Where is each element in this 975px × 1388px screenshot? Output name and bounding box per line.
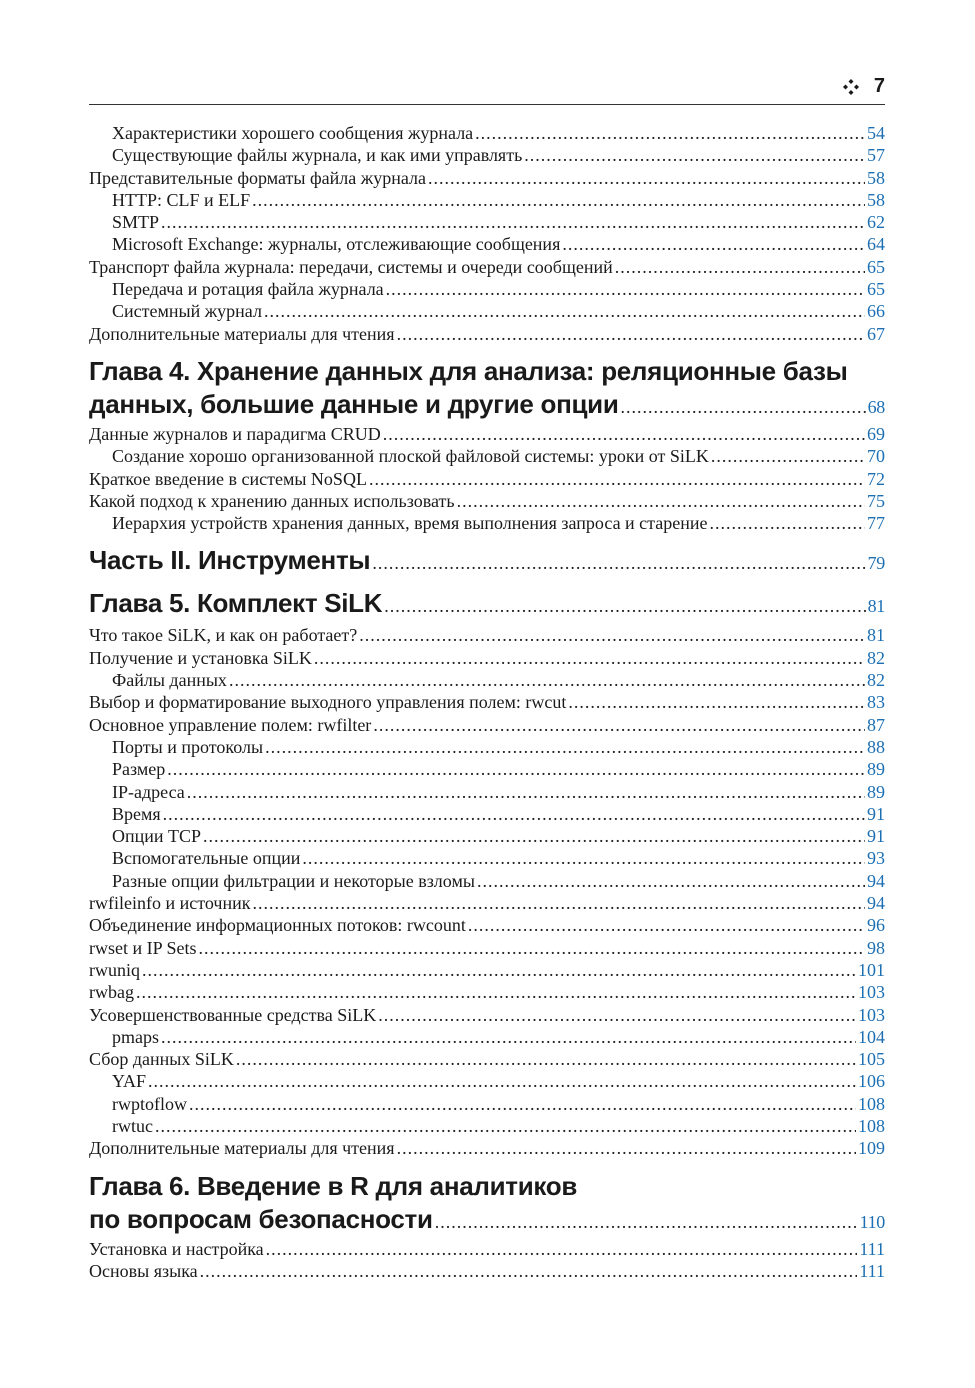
toc-entry[interactable] (89, 122, 885, 144)
toc-entry[interactable] (89, 512, 885, 534)
leader-dots (477, 870, 865, 892)
toc-entry-page[interactable]: 105 (858, 1049, 885, 1070)
toc-entry-page[interactable]: 94 (867, 893, 885, 914)
toc-entry-page[interactable]: 103 (858, 982, 885, 1003)
toc-entry[interactable] (89, 490, 885, 512)
toc-entry-page[interactable]: 69 (867, 423, 885, 444)
toc-entry-page[interactable]: 81 (867, 625, 885, 646)
toc-entry[interactable] (89, 1026, 885, 1048)
toc-entry-page[interactable]: 58 (867, 167, 885, 188)
leader-dots (203, 825, 865, 847)
toc-entry[interactable] (89, 1004, 885, 1026)
toc-entry[interactable] (89, 189, 885, 211)
leader-dots (369, 468, 865, 490)
toc-entry-page[interactable]: 96 (867, 915, 885, 936)
toc-entry-page[interactable]: 70 (867, 446, 885, 467)
leader-dots (189, 1093, 856, 1115)
toc-entry-title: Что такое SiLK, и как он работает? (89, 625, 358, 646)
toc-entry[interactable] (89, 624, 885, 646)
toc-entry[interactable] (89, 233, 885, 255)
toc-entry[interactable] (89, 714, 885, 736)
toc-entry[interactable] (89, 1260, 885, 1282)
toc-entry-title: Объединение информационных потоков: rwcount (89, 915, 466, 936)
toc-entry-title: Создание хорошо организованной плоской файловой системы: уроки от SiLK (112, 446, 709, 467)
leader-dots (136, 981, 856, 1003)
toc-group-chapter5 (89, 624, 885, 1159)
toc-entry[interactable] (89, 1238, 885, 1260)
toc-entry[interactable] (89, 736, 885, 758)
toc-entry-title: pmaps (112, 1026, 159, 1047)
page-header (89, 74, 885, 105)
leader-dots (229, 669, 865, 691)
toc-entry[interactable] (89, 1093, 885, 1115)
toc-entry[interactable] (89, 847, 885, 869)
leader-dots (428, 167, 865, 189)
leader-dots (161, 1026, 856, 1048)
toc-entry-title: Иерархия устройств хранения данных, время выполнения запроса и старение (112, 513, 708, 534)
toc-entry-title: Время (112, 803, 161, 824)
toc-entry-page[interactable]: 91 (867, 826, 885, 847)
leader-dots (710, 512, 866, 534)
toc-entry-page[interactable]: 87 (867, 714, 885, 735)
leader-dots (621, 391, 866, 421)
leader-dots (475, 122, 865, 144)
chapter-4-page[interactable]: 68 (867, 396, 885, 417)
toc-entry[interactable] (89, 937, 885, 959)
toc-entry-page[interactable]: 77 (867, 513, 885, 534)
toc-entry[interactable] (89, 892, 885, 914)
toc-entry[interactable] (89, 1115, 885, 1137)
leader-dots (378, 1004, 856, 1026)
toc-entry-page[interactable]: 67 (867, 323, 885, 344)
toc-entry[interactable] (89, 781, 885, 803)
toc-entry-title: Какой подход к хранению данных использовать (89, 490, 455, 511)
toc-entry-page[interactable]: 94 (867, 870, 885, 891)
toc-entry-page[interactable]: 66 (867, 301, 885, 322)
toc-entry-title: Разные опции фильтрации и некоторые взломы (112, 870, 475, 891)
toc-entry-title: HTTP: CLF и ELF (112, 189, 251, 210)
leader-dots (359, 624, 865, 646)
toc-group-chapter3-tail (89, 122, 885, 345)
toc-entry-page[interactable]: 108 (858, 1093, 885, 1114)
toc-entry-title: rwptoflow (112, 1093, 187, 1114)
chapter-5-heading[interactable] (89, 587, 885, 620)
toc-entry[interactable] (89, 167, 885, 189)
leader-dots (383, 423, 865, 445)
leader-dots (236, 1048, 856, 1070)
toc-entry-page[interactable]: 82 (867, 670, 885, 691)
toc-entry-page[interactable]: 104 (858, 1026, 885, 1047)
toc-entry-title: Получение и установка SiLK (89, 647, 312, 668)
leader-dots (200, 1260, 858, 1282)
toc-entry-page[interactable]: 64 (867, 234, 885, 255)
toc-entry-title: rwfileinfo и источник (89, 893, 251, 914)
leader-dots (252, 189, 865, 211)
toc-entry-page[interactable]: 111 (859, 1260, 885, 1281)
leader-dots (264, 300, 865, 322)
leader-dots (161, 211, 865, 233)
leader-dots (266, 1238, 858, 1260)
toc-entry[interactable] (89, 691, 885, 713)
toc-entry[interactable] (89, 825, 885, 847)
toc-entry[interactable] (89, 256, 885, 278)
toc-entry-page[interactable]: 75 (867, 490, 885, 511)
toc-entry[interactable] (89, 758, 885, 780)
toc-entry-title: Основное управление полем: rwfilter (89, 714, 372, 735)
toc-entry[interactable] (89, 423, 885, 445)
toc-entry-page[interactable]: 62 (867, 212, 885, 233)
leader-dots (372, 547, 865, 577)
leader-dots (397, 1137, 856, 1159)
toc-entry-title: Порты и протоколы (112, 736, 264, 757)
toc-entry-page[interactable]: 93 (867, 848, 885, 869)
toc-entry-page[interactable]: 106 (858, 1071, 885, 1092)
toc-entry[interactable] (89, 300, 885, 322)
leader-dots (711, 445, 865, 467)
toc-group-chapter6 (89, 1238, 885, 1283)
leader-dots (314, 647, 865, 669)
toc-entry[interactable] (89, 647, 885, 669)
chapter-4-title-line1: Глава 4. Хранение данных для анализа: реляционные базы (89, 355, 848, 386)
toc-entry-title: Существующие файлы журнала, и как ими управлять (112, 145, 523, 166)
toc-entry[interactable] (89, 1048, 885, 1070)
toc-entry-page[interactable]: 89 (867, 759, 885, 780)
toc-entry-page[interactable]: 103 (858, 1004, 885, 1025)
chapter-6-page[interactable]: 110 (859, 1211, 885, 1232)
toc-entry-title: Характеристики хорошего сообщения журнала (112, 123, 474, 143)
toc-entry-title: rwuniq (89, 959, 140, 980)
chapter-4-title-line2: данных, большие данные и другие опции (89, 388, 619, 419)
toc-entry-title: Представительные форматы файла журнала (89, 167, 426, 188)
toc-entry[interactable] (89, 211, 885, 233)
leader-dots (397, 323, 865, 345)
toc-entry-title: Дополнительные материалы для чтения (89, 1138, 395, 1159)
toc-entry[interactable] (89, 870, 885, 892)
page-number: 7 (873, 75, 885, 97)
toc-entry[interactable] (89, 144, 885, 166)
leader-dots (435, 1206, 858, 1236)
toc-entry-title: IP-адреса (112, 781, 185, 802)
toc-entry-title: Передача и ротация файла журнала (112, 279, 384, 300)
chapter-5-title: Глава 5. Комплект SiLK (89, 588, 383, 619)
toc-entry[interactable] (89, 468, 885, 490)
part-2-title: Часть II. Инструменты (89, 545, 371, 576)
leader-dots (457, 490, 865, 512)
leader-dots (524, 144, 865, 166)
toc-entry-title: Транспорт файла журнала: передачи, системы и очереди сообщений (89, 256, 613, 277)
toc-entry-page[interactable]: 58 (867, 189, 885, 210)
toc-entry-title: rwset и IP Sets (89, 937, 197, 958)
toc-entry-page[interactable]: 65 (867, 279, 885, 300)
toc-entry[interactable] (89, 1070, 885, 1092)
leader-dots (252, 892, 865, 914)
toc-entry[interactable] (89, 278, 885, 300)
leader-dots (148, 1070, 856, 1092)
leader-dots (373, 714, 865, 736)
leader-dots (198, 937, 865, 959)
toc-entry-title: Файлы данных (112, 670, 227, 691)
toc-entry[interactable] (89, 669, 885, 691)
toc-entry-title: Microsoft Exchange: журналы, отслеживающие сообщения (112, 234, 561, 255)
toc-entry-page[interactable]: 91 (867, 803, 885, 824)
toc-entry[interactable] (89, 445, 885, 467)
toc-entry-title: SMTP (112, 212, 160, 233)
toc-entry[interactable] (89, 1137, 885, 1159)
chapter-6-title-line1: Глава 6. Введение в R для аналитиков (89, 1170, 578, 1201)
leader-dots (386, 278, 865, 300)
leader-dots (562, 233, 865, 255)
part-2-heading[interactable] (89, 544, 885, 577)
toc-group-chapter4 (89, 423, 885, 534)
leader-dots (302, 847, 865, 869)
toc-entry-title: Системный журнал (112, 301, 262, 322)
leader-dots (265, 736, 865, 758)
toc-entry-page[interactable]: 57 (867, 145, 885, 166)
toc-entry-page[interactable]: 82 (867, 647, 885, 668)
toc-entry-title: Вспомогательные опции (112, 848, 301, 869)
toc-entry-title: Сбор данных SiLK (89, 1049, 234, 1070)
toc-entry-page[interactable]: 109 (858, 1138, 885, 1159)
toc-entry-title: Выбор и форматирование выходного управления полем: rwcut (89, 692, 567, 713)
diamond-ornament-icon (842, 78, 860, 96)
toc-entry-page[interactable]: 88 (867, 736, 885, 757)
toc-entry-page[interactable]: 108 (858, 1115, 885, 1136)
toc-entry-title: rwbag (89, 982, 134, 1003)
chapter-6-heading[interactable] (89, 1170, 885, 1236)
toc-entry[interactable] (89, 959, 885, 981)
toc-entry-title: Данные журналов и парадигма CRUD (89, 423, 381, 444)
toc-entry-title: rwtuc (112, 1115, 153, 1136)
toc-entry-title: Размер (112, 759, 166, 780)
chapter-4-heading[interactable] (89, 355, 885, 421)
toc-entry-title: Краткое введение в системы NoSQL (89, 468, 367, 489)
chapter-5-page[interactable]: 81 (867, 596, 885, 617)
part-2-page[interactable]: 79 (867, 553, 885, 574)
toc-entry-page[interactable]: 111 (859, 1238, 885, 1259)
leader-dots (615, 256, 865, 278)
toc-entry-title: Усовершенствованные средства SiLK (89, 1004, 377, 1025)
toc-entry-page[interactable]: 98 (867, 937, 885, 958)
toc-entry-page[interactable]: 72 (867, 468, 885, 489)
toc-entry[interactable] (89, 981, 885, 1003)
leader-dots (384, 590, 865, 620)
toc-entry-title: YAF (112, 1071, 147, 1092)
toc-entry-page[interactable]: 65 (867, 256, 885, 277)
leader-dots (142, 959, 856, 981)
leader-dots (163, 803, 865, 825)
chapter-6-title-line2: по вопросам безопасности (89, 1203, 433, 1234)
toc-entry[interactable] (89, 914, 885, 936)
toc-entry-title: Опции TCP (112, 826, 202, 847)
toc-entry-page[interactable]: 83 (867, 692, 885, 713)
toc-entry-title: Дополнительные материалы для чтения (89, 323, 395, 344)
leader-dots (187, 781, 865, 803)
toc-entry-page[interactable]: 54 (867, 123, 885, 143)
leader-dots (568, 691, 865, 713)
toc-entry-page[interactable]: 89 (867, 781, 885, 802)
toc-entry[interactable] (89, 803, 885, 825)
table-of-contents (89, 122, 885, 1282)
toc-entry-title: Установка и настройка (89, 1238, 264, 1259)
leader-dots (468, 914, 865, 936)
leader-dots (167, 758, 865, 780)
toc-entry-title: Основы языка (89, 1260, 198, 1281)
toc-entry[interactable] (89, 323, 885, 345)
leader-dots (155, 1115, 856, 1137)
toc-entry-page[interactable]: 101 (858, 959, 885, 980)
